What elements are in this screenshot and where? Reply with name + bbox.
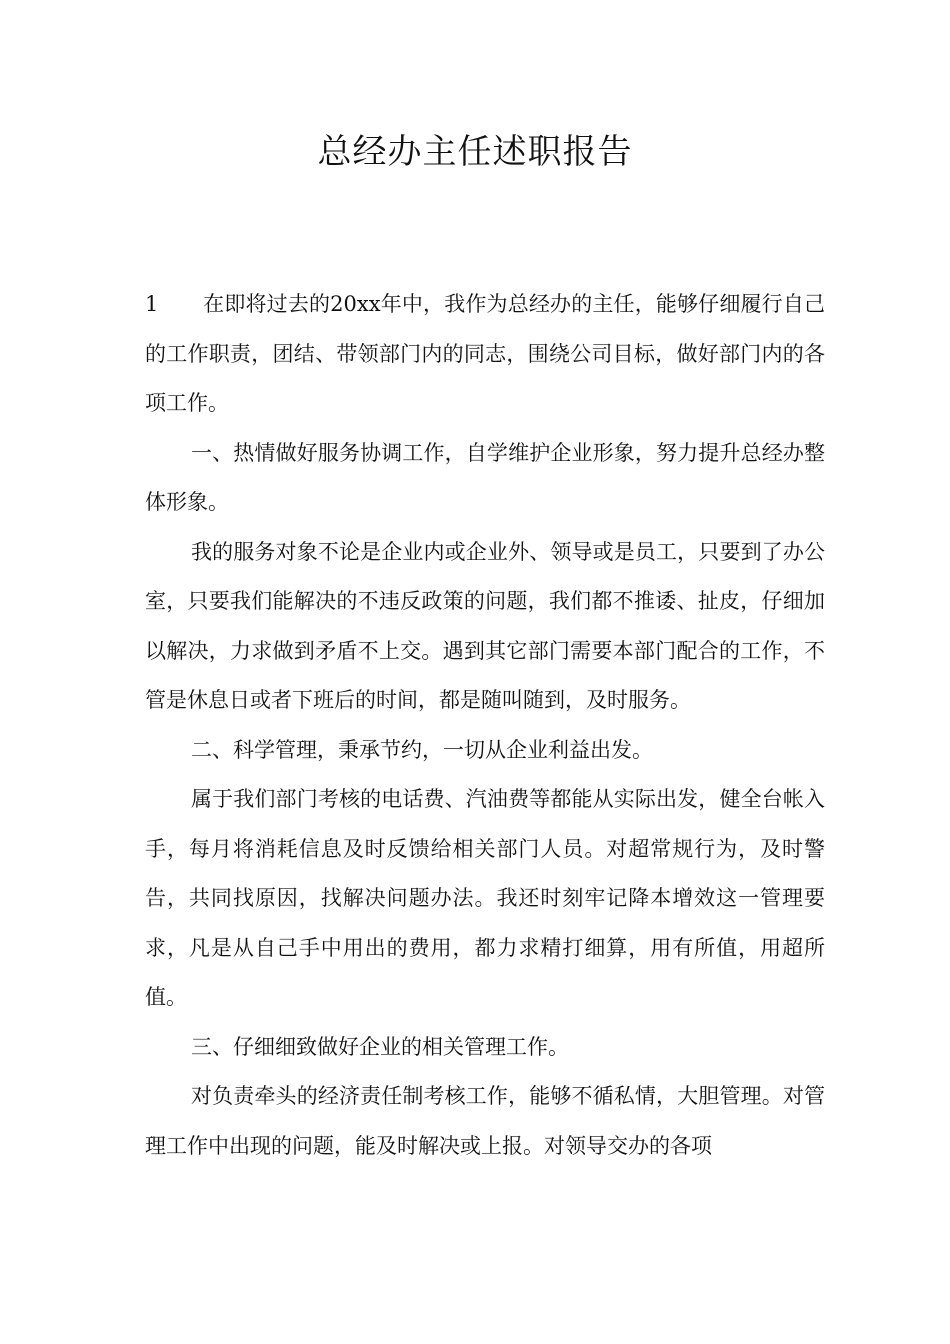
paragraph-intro (145, 280, 825, 429)
paragraph-cost-control: 属于我们部门考核的电话费、汽油费等都能从实际出发，健全台帐入手，每月将消耗信息及时反馈给相关部门人员。对超常规行为，及时警告，共同找原因，找解决问题办法。我还时刻牢记降本增效这一管理要求，凡是从自己手中用出的费用，都力求精打细算，用有所值，用超所值。 (145, 787, 825, 1009)
section-heading-1: 一、热情做好服务协调工作，自学维护企业形象，努力提升总经办整体形象。 (145, 440, 825, 514)
document-title: 总经办主任述职报告 (317, 132, 633, 172)
paragraph-intro-text: 在即将过去的20xx年中，我作为总经办的主任，能够仔细履行自己的工作职责，团结、带领部门内的同志，围绕公司目标，做好部门内的各项工作。 (145, 292, 825, 415)
paragraph-management: 对负责牵头的经济责任制考核工作，能够不循私情，大胆管理。对管理工作中出现的问题，能及时解决或上报。对领导交办的各项 (145, 1084, 825, 1158)
paragraph-number: 1 (145, 292, 159, 316)
document-body (145, 280, 825, 1171)
paragraph-service: 我的服务对象不论是企业内或企业外、领导或是员工，只要到了办公室，只要我们能解决的不违反政策的问题，我们都不推诿、扯皮，仔细加以解决，力求做到矛盾不上交。遇到其它部门需要本部门配合的工作，不管是休息日或者下班后的时间，都是随叫随到，及时服务。 (145, 539, 825, 712)
section-heading-2: 二、科学管理，秉承节约，一切从企业利益出发。 (191, 737, 653, 762)
section-heading-3: 三、仔细细致做好企业的相关管理工作。 (191, 1034, 569, 1059)
